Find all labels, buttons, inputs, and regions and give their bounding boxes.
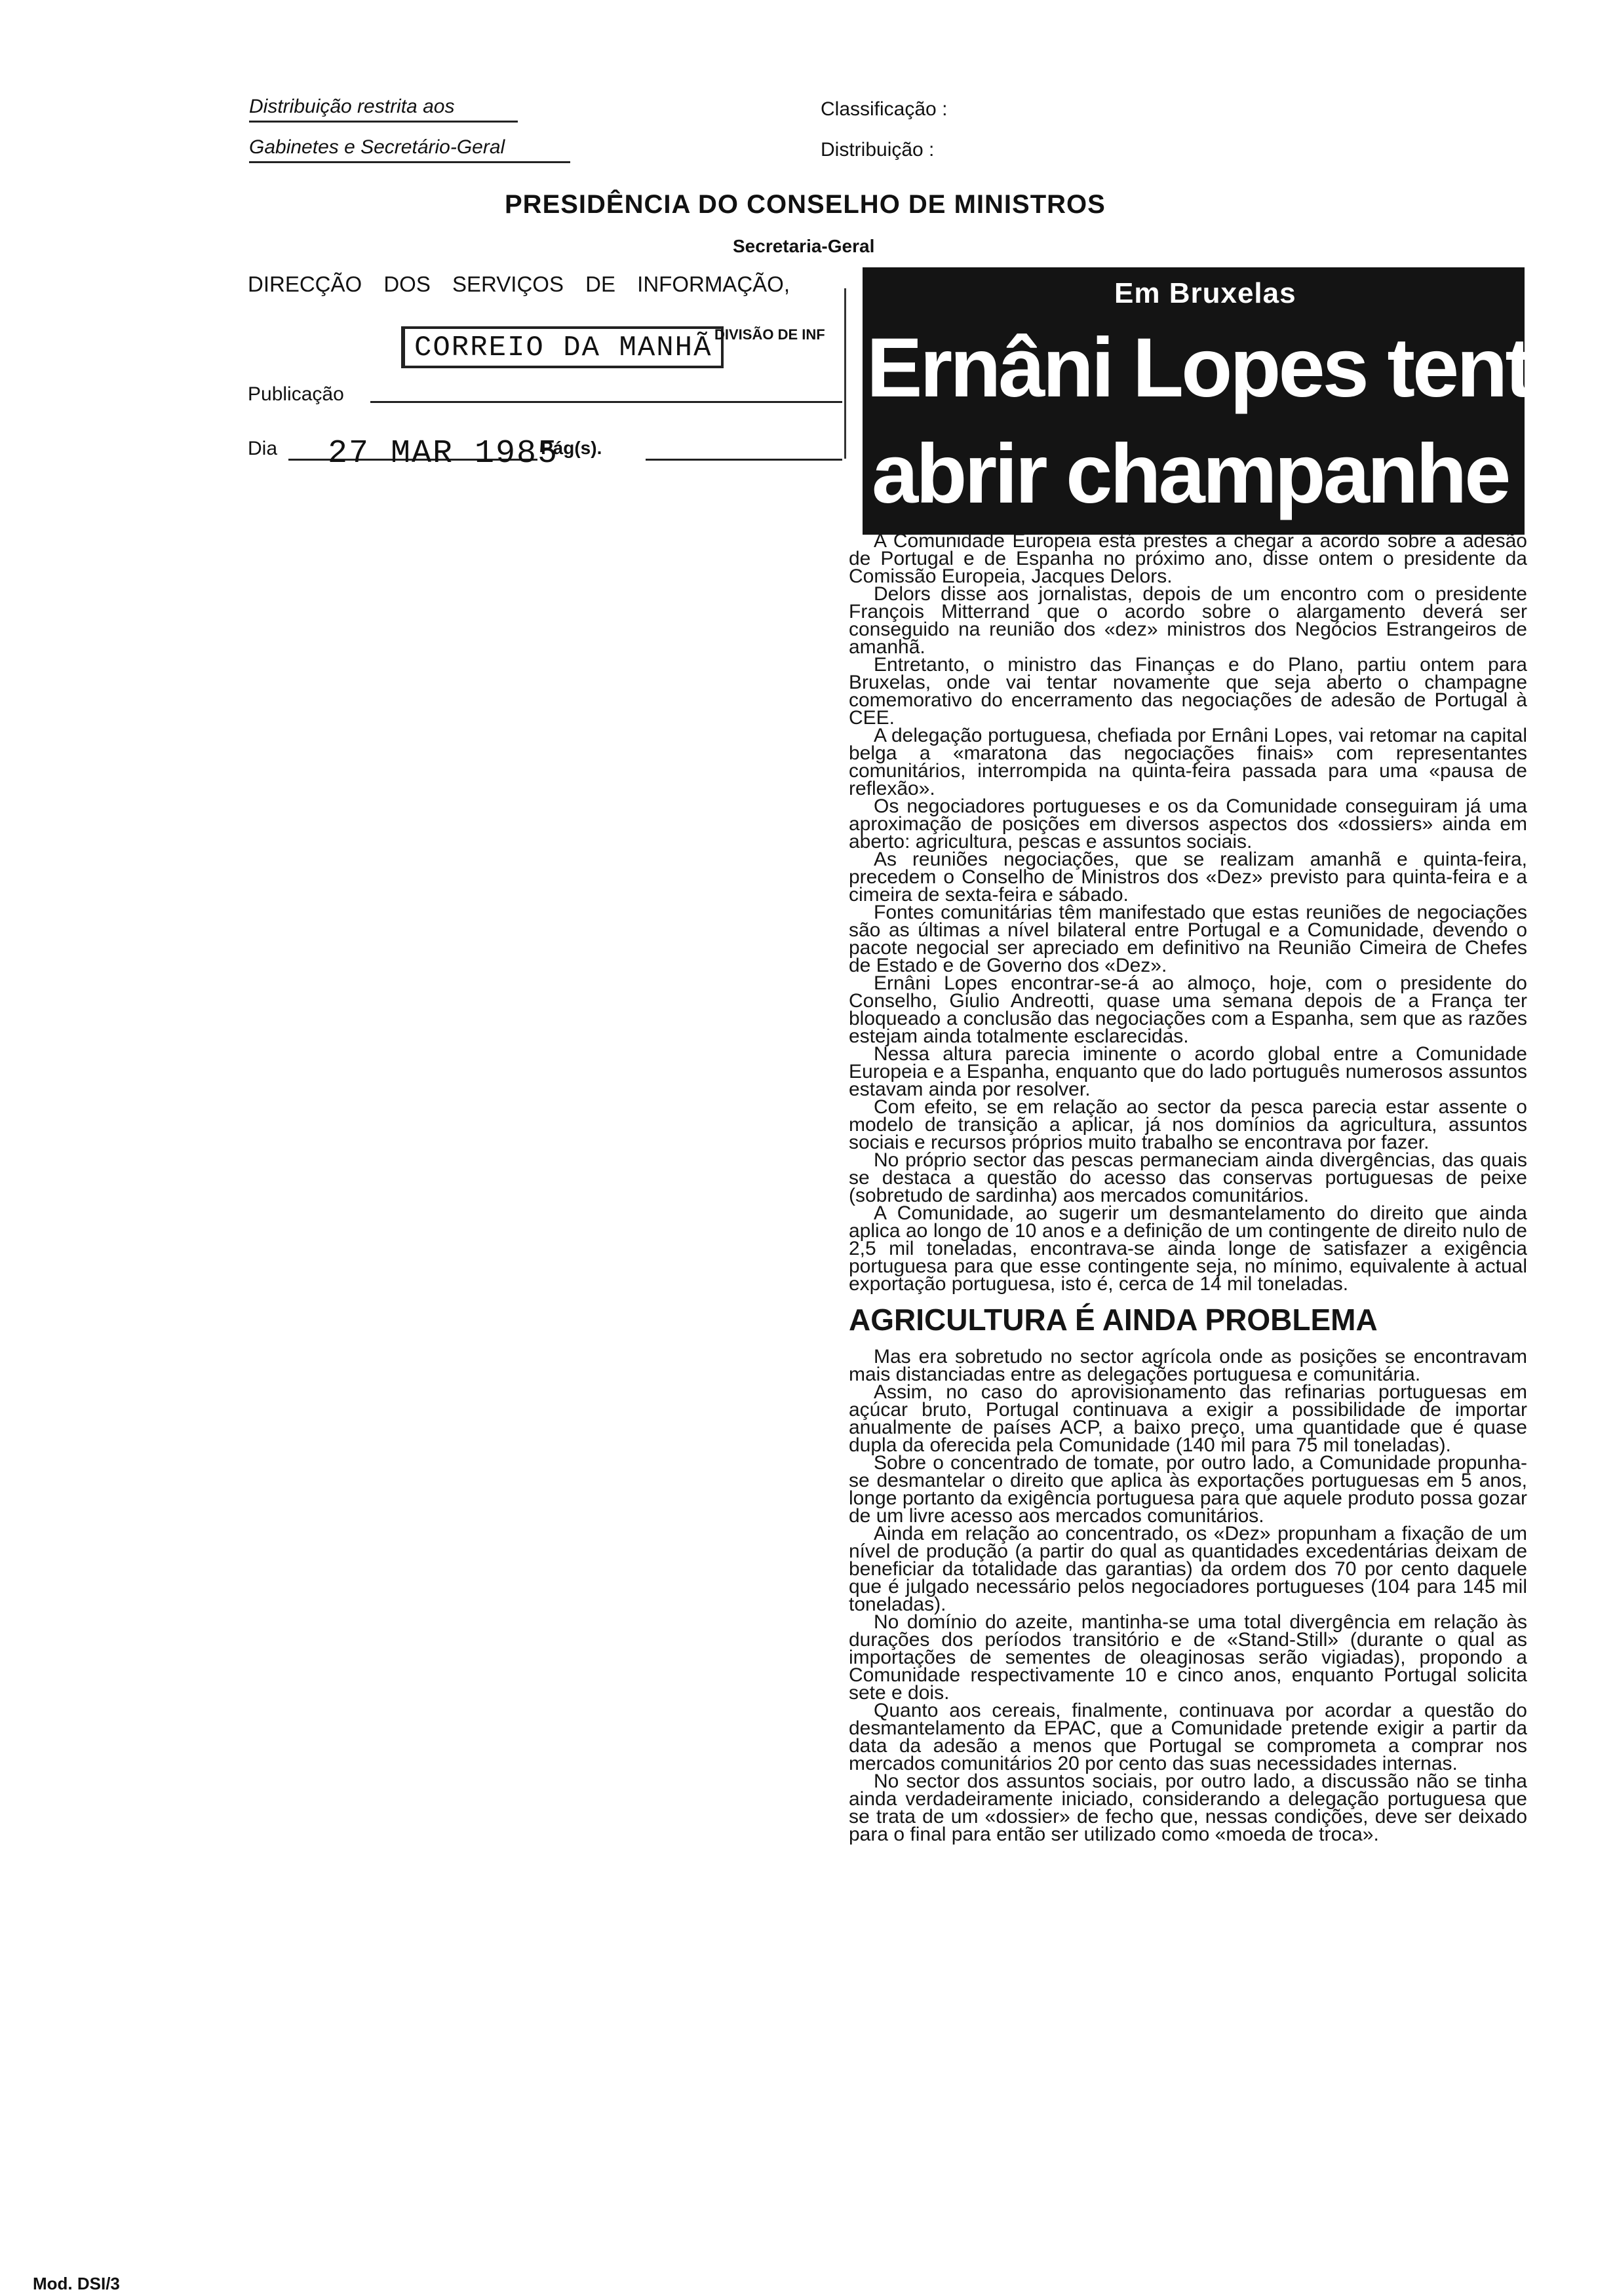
directorate-title: DIRECÇÃO DOS SERVIÇOS DE INFORMAÇÃO, (248, 272, 790, 296)
article-subheading: AGRICULTURA É AINDA PROBLEMA (849, 1303, 1378, 1337)
date-stamp: 27 MAR 1985 (328, 435, 559, 472)
article-body (849, 532, 1527, 1843)
presidency-title: PRESIDÊNCIA DO CONSELHO DE MINISTROS (505, 190, 1106, 219)
page-label: Pág(s). (541, 438, 602, 458)
clipping-edge-line (844, 288, 846, 459)
article-headline-line2: abrir champanhe (872, 427, 1509, 521)
article-paragraph: No sector dos assuntos sociais, por outro lado, a discussão não se tinha ainda verdadeiramente iniciado, considerando a delegação portuguesa que se trata de um «dossier» de fecho que, nessas condições, deve ser deixado para o final para então ser utilizado como «moeda de troca». (849, 1770, 1527, 1845)
publication-label: Publicação (248, 383, 344, 405)
day-label: Dia (248, 438, 278, 459)
article-paragraph: Com efeito, se em relação ao sector da pesca parecia estar assente o modelo de transição a aplicar, já nos domínios da agricultura, assuntos sociais e recursos próprios muito trabalho se encontrava por fazer. (849, 1096, 1527, 1153)
article-paragraph: Ernâni Lopes encontrar-se-á ao almoço, hoje, com o presidente do Conselho, Giulio Andreotti, quase uma semana depois de a França ter bloqueado a conclusão das negociações com a Espanha, sem que as razões estejam ainda totalmente esclarecidas. (849, 972, 1527, 1047)
article-kicker: Em Bruxelas (1114, 277, 1296, 309)
page-fill-line (646, 459, 842, 461)
publication-stamp: CORREIO DA MANHÃ (401, 326, 724, 368)
article-paragraph: Mas era sobretudo no sector agrícola onde as posições se encontravam mais distanciadas entre as delegações portuguesa e comunitária. (849, 1346, 1527, 1385)
secretariat-title: Secretaria-Geral (733, 236, 875, 256)
distribution-restricted-line1: Distribuição restrita aos (249, 96, 518, 123)
article-paragraph: No próprio sector das pescas permaneciam ainda divergências, das quais se destaca a questão do acesso das conservas portuguesas de peixe (sobretudo de sardinha) aos mercados comunitários. (849, 1149, 1527, 1206)
division-fragment: DIVISÃO DE INF (714, 326, 825, 343)
classification-label: Classificação : (821, 98, 948, 120)
distribution-label: Distribuição : (821, 139, 935, 161)
article-paragraph: Quanto aos cereais, finalmente, continuava por acordar a questão do desmantelamento da EPAC, que a Comunidade pretende exigir a partir da data da adesão a menos que Portugal se comprometa a comprar nos mercados comunitários 20 por cento das suas necessidades internas. (849, 1700, 1527, 1774)
article-paragraph: Assim, no caso do aprovisionamento das refinarias portuguesas em açúcar bruto, Portugal continuava a exigir a possibilidade de importar anualmente de países ACP, a baixo preço, uma quantidade que é quase dupla da oferecida pela Comunidade (140 mil para 75 mil toneladas). (849, 1381, 1527, 1456)
article-paragraph: Entretanto, o ministro das Finanças e do Plano, partiu ontem para Bruxelas, onde vai tentar novamente que seja aberto o champagne comemorativo do encerramento das negociações de adesão de Portugal à CEE. (849, 654, 1527, 729)
article-paragraph: Os negociadores portugueses e os da Comunidade conseguiram já uma aproximação de posições em diversos aspectos dos «dossiers» ainda em aberto: agricultura, pescas e assuntos sociais. (849, 795, 1527, 852)
article-paragraph: Sobre o concentrado de tomate, por outro lado, a Comunidade propunha-se desmantelar o direito que aplica às exportações portuguesas em 5 anos, longe portanto da exigência portuguesa para que aquele produto possa gozar de um livre acesso aos mercados comunitários. (849, 1452, 1527, 1527)
article-headline-line1: Ernâni Lopes tenta (866, 321, 1575, 415)
article-paragraph: A Comunidade, ao sugerir um desmantelamento do direito que ainda aplica ao longo de 10 anos e a definição de um contingente de direito nulo de 2,5 mil toneladas, encontrava-se ainda longe de satisfazer a exigência portuguesa para que esse contingente seja, no mínimo, equivalente à actual exportação portuguesa, isto é, cerca de 14 mil toneladas. (849, 1202, 1527, 1295)
article-paragraph: No domínio do azeite, mantinha-se uma total divergência em relação às durações dos períodos transitório e de «Stand-Still» (durante o qual as importações de sementes de oleaginosas serão vigiadas), propondo a Comunidade respectivamente 10 e cinco anos, enquanto Portugal solicita sete e dois. (849, 1611, 1527, 1704)
article-paragraph: Fontes comunitárias têm manifestado que estas reuniões de negociações são as últimas a nível bilateral entre Portugal e a Comunidade, devendo o pacote negocial ser apreciado em definitivo na Reunião Cimeira de Chefes de Estado e de Governo dos «Dez». (849, 902, 1527, 976)
distribution-restricted-line2: Gabinetes e Secretário-Geral (249, 136, 570, 163)
article-paragraph: A Comunidade Europeia está prestes a chegar a acordo sobre a adesão de Portugal e de Espanha no próximo ano, disse ontem o presidente da Comissão Europeia, Jacques Delors. (849, 530, 1527, 587)
form-code: Mod. DSI/3 (33, 2274, 120, 2293)
article-paragraph: Ainda em relação ao concentrado, os «Dez» propunham a fixação de um nível de produção (a partir do qual as quantidades excedentárias deixam de beneficiar da totalidade das garantias) da ordem dos 70 por cento daquele que é julgado necessário pelos negociadores portugueses (104 para 145 mil toneladas). (849, 1523, 1527, 1615)
article-paragraph: As reuniões negociações, que se realizam amanhã e quinta-feira, precedem o Conselho de Ministros dos «Dez» previsto para quinta-feira e a cimeira de sexta-feira e sábado. (849, 849, 1527, 906)
article-paragraph: Nessa altura parecia iminente o acordo global entre a Comunidade Europeia e a Espanha, enquanto que do lado português numerosos assuntos estavam ainda por resolver. (849, 1043, 1527, 1100)
article-paragraph: A delegação portuguesa, chefiada por Ernâni Lopes, vai retomar na capital belga a «maratona das negociações finais» com representantes comunitários, interrompida na quinta-feira passada para uma «pausa de reflexão». (849, 725, 1527, 799)
article-paragraph: Delors disse aos jornalistas, depois de um encontro com o presidente François Mitterrand que o acordo sobre o alargamento deverá ser conseguido na reunião dos «dez» ministros dos Negócios Estrangeiros de amanhã. (849, 583, 1527, 658)
publication-fill-line (370, 401, 842, 403)
